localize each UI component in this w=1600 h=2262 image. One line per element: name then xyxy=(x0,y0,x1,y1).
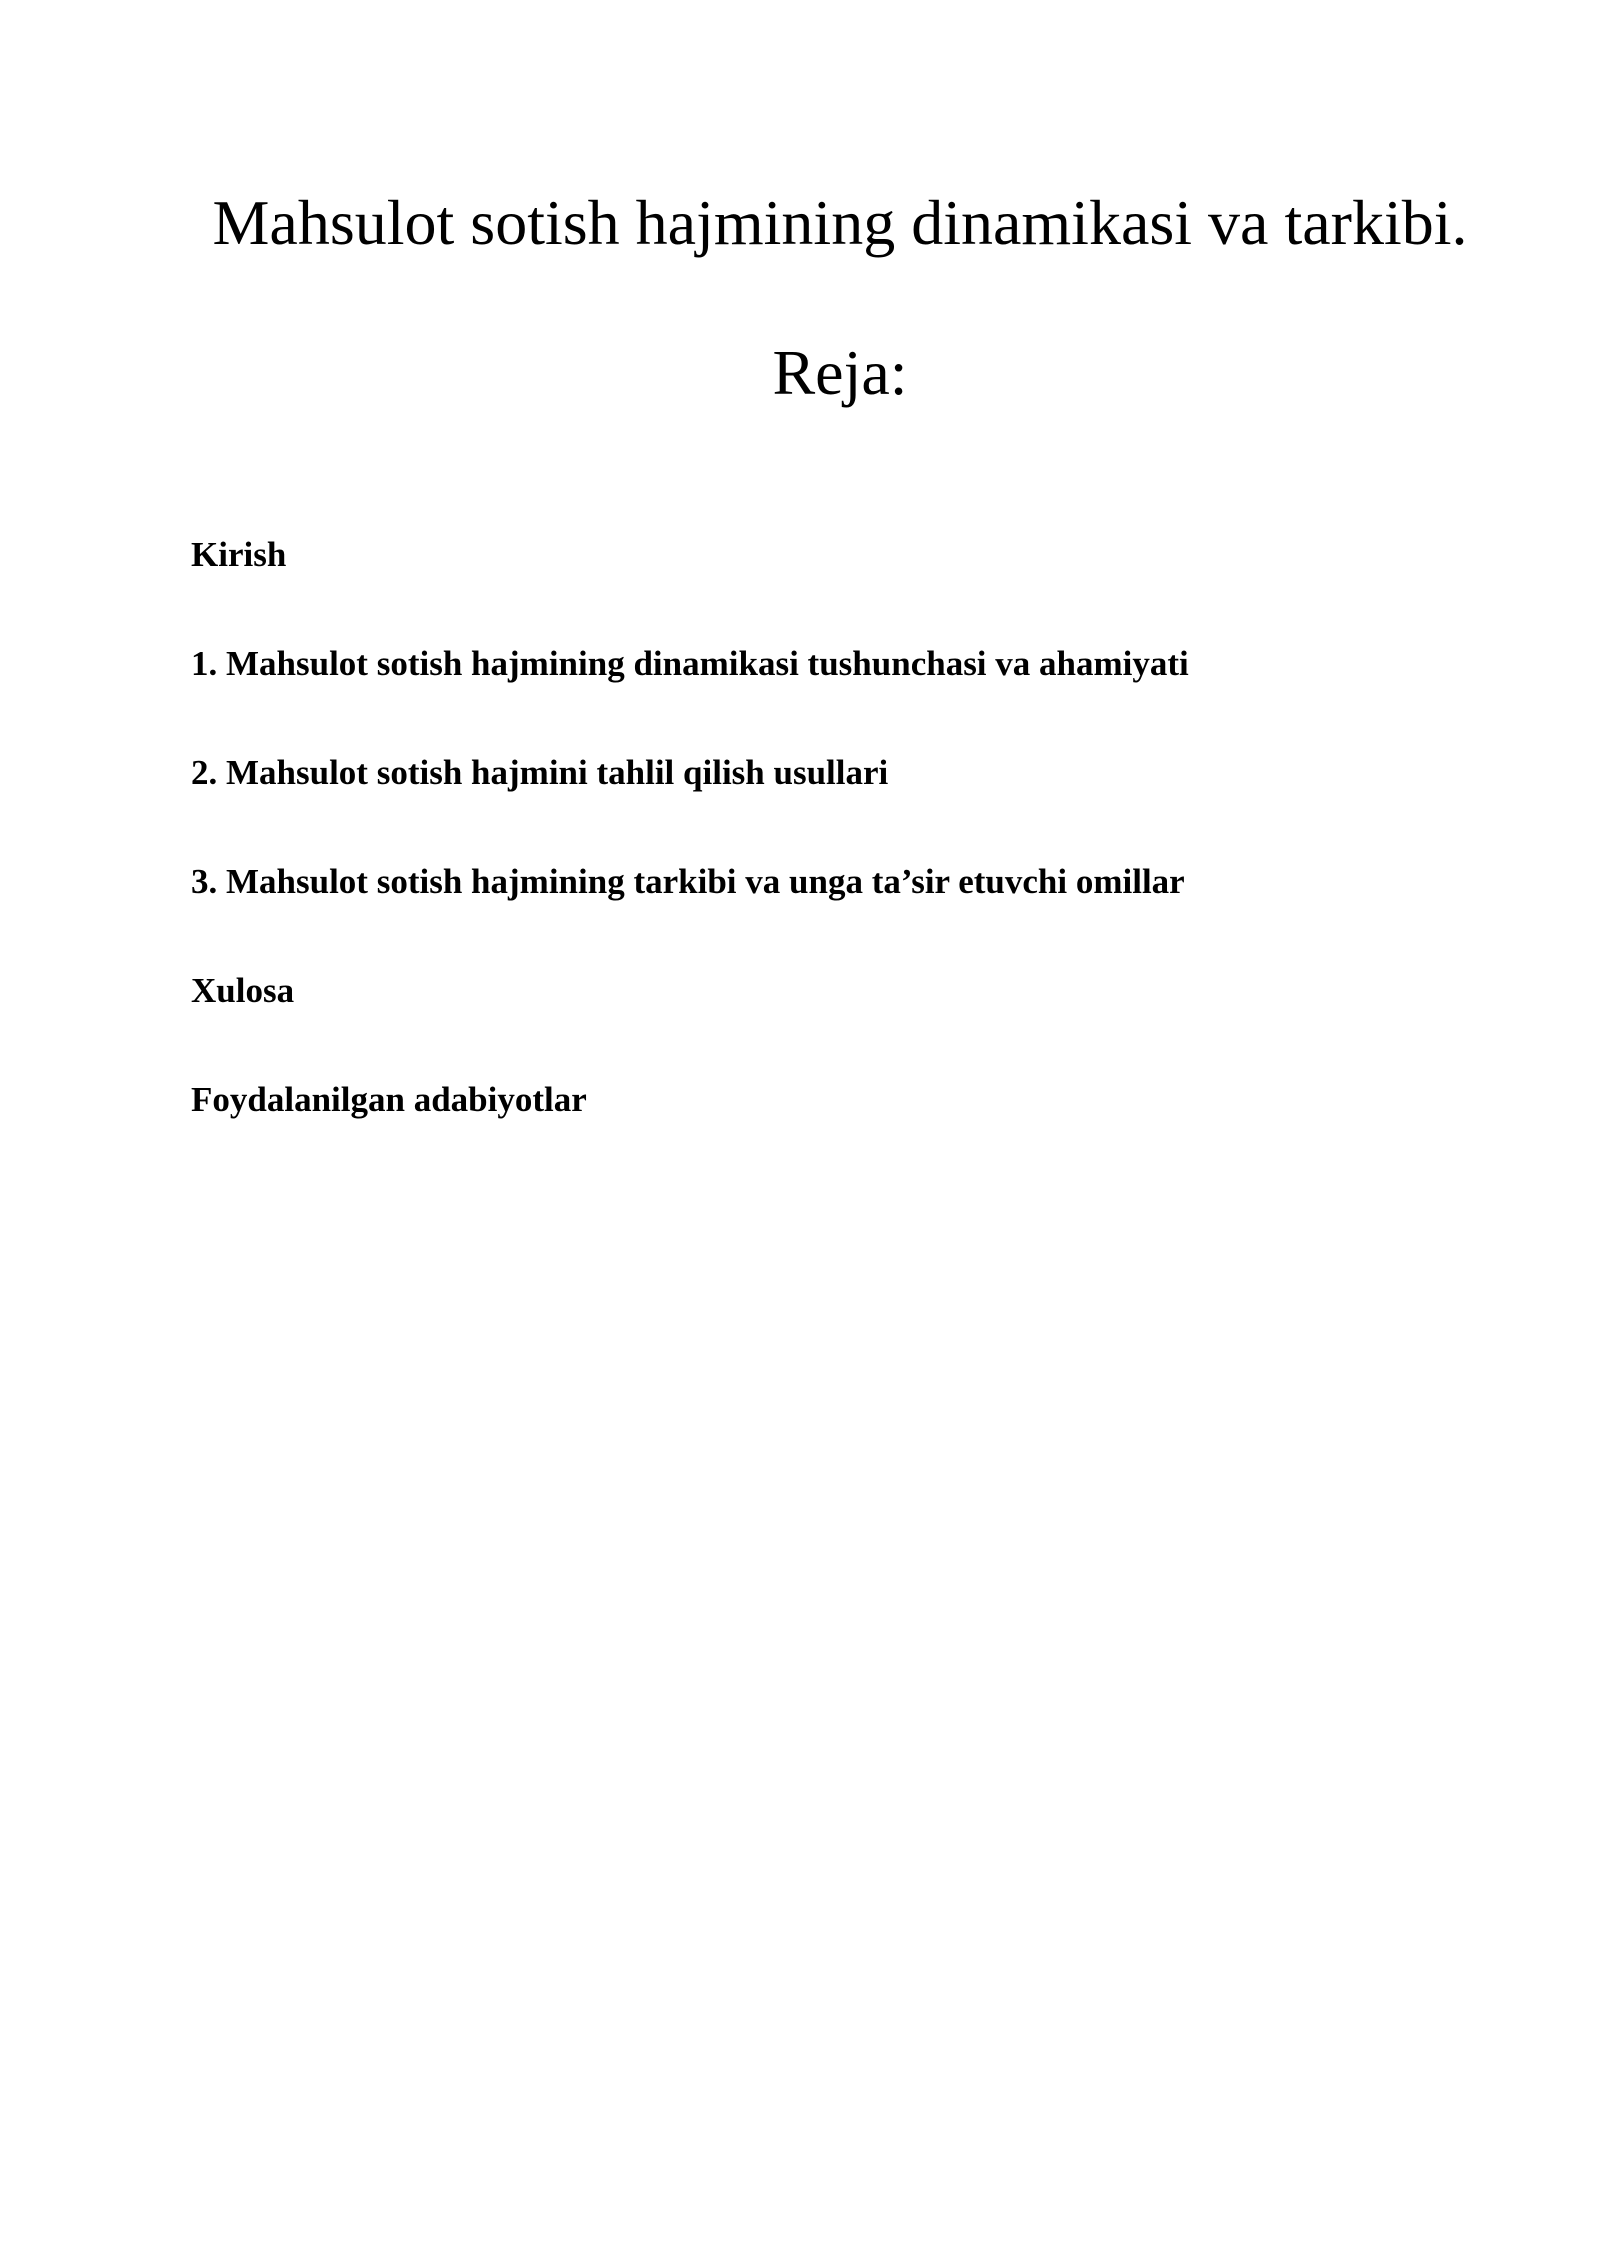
outline-item-references: Foydalanilgan adabiyotlar xyxy=(191,1080,587,1119)
outline-item-introduction: Kirish xyxy=(191,535,287,574)
outline-item-2: 2. Mahsulot sotish hajmini tahlil qilish usullari xyxy=(191,753,889,792)
document-title: Mahsulot sotish hajmining dinamikasi va tarkibi. xyxy=(212,187,1468,258)
outline-item-3: 3. Mahsulot sotish hajmining tarkibi va unga ta’sir etuvchi omillar xyxy=(191,862,1185,901)
plan-outline xyxy=(191,531,1189,1185)
outline-item-conclusion: Xulosa xyxy=(191,971,295,1010)
plan-heading: Reja: xyxy=(772,337,908,408)
outline-item-1: 1. Mahsulot sotish hajmining dinamikasi tushunchasi va ahamiyati xyxy=(191,644,1189,683)
